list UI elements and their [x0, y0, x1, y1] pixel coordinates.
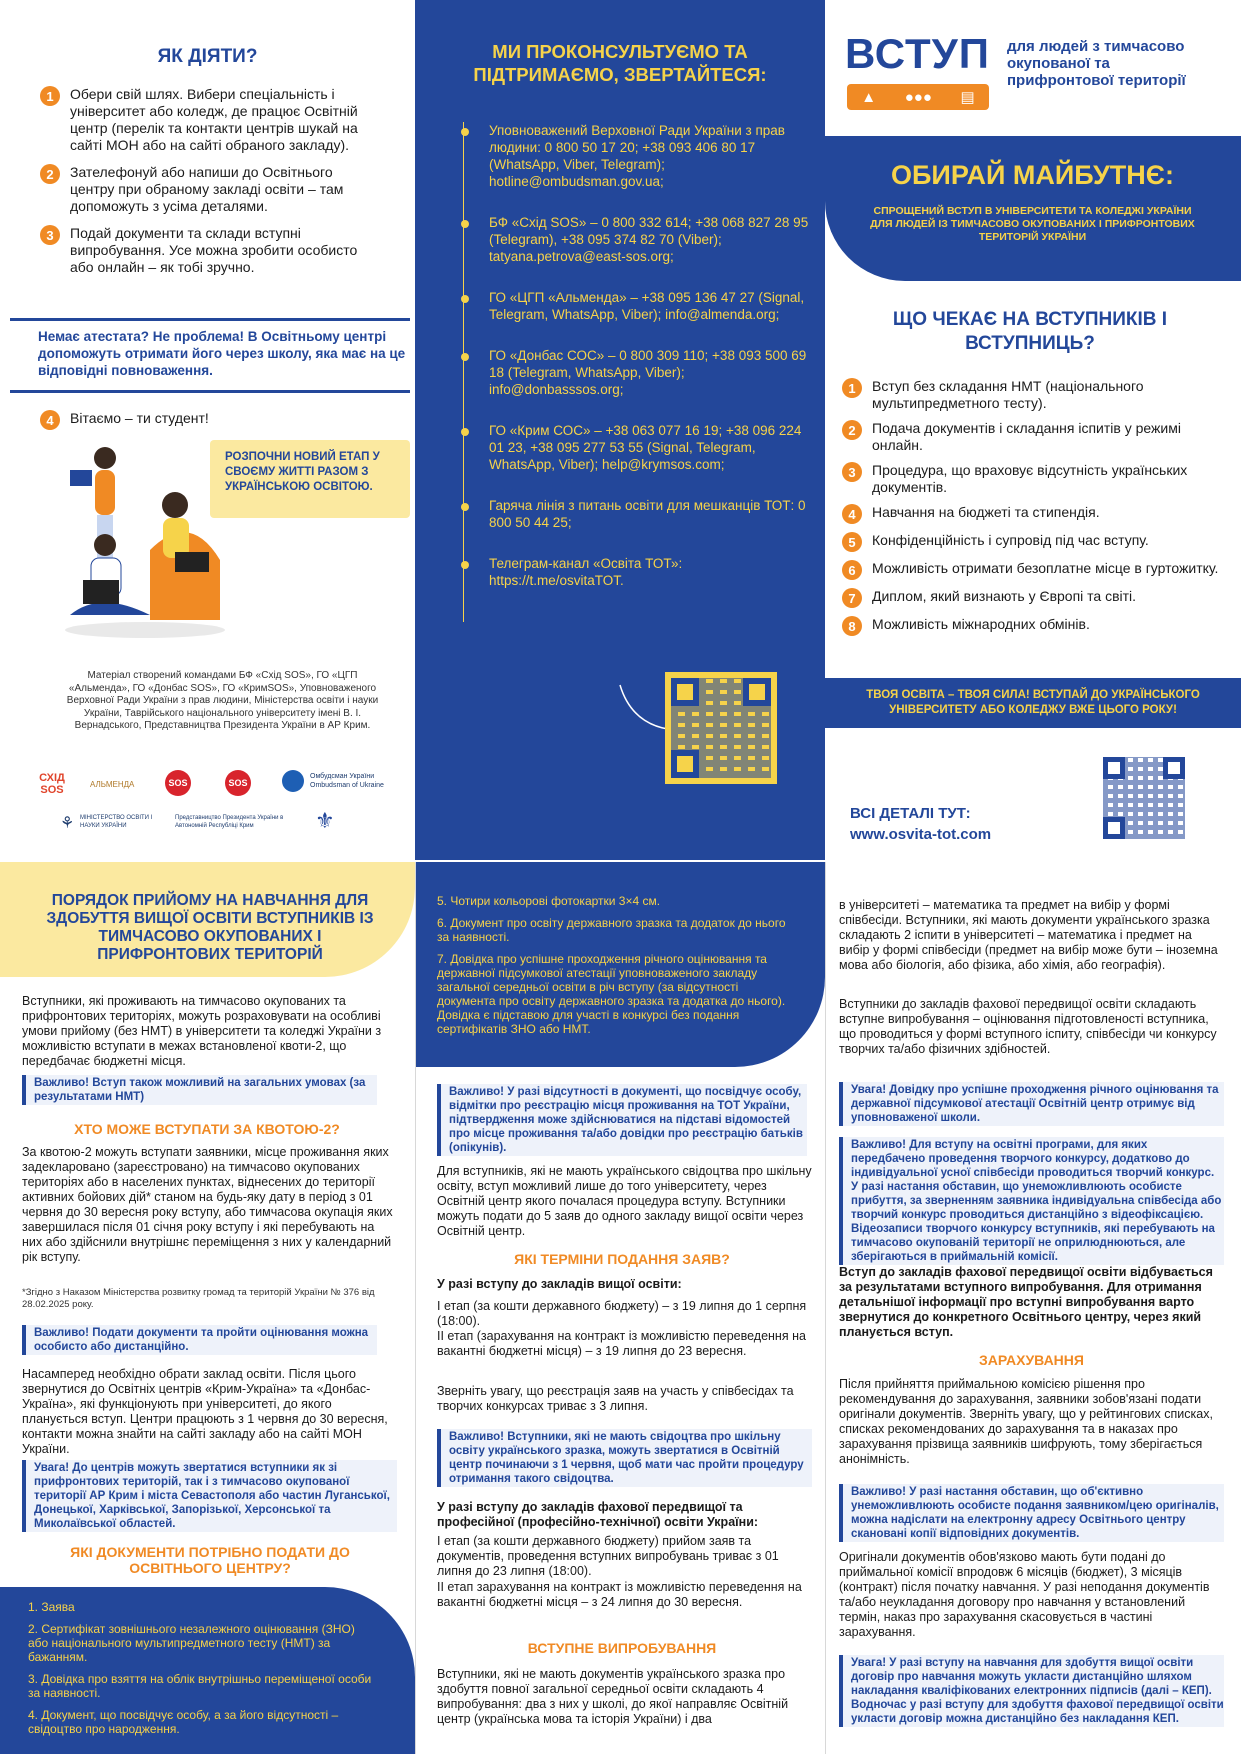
no-certificate-note: Немає атестата? Не проблема! В Освітньому центрі допоможуть отримати його через школу, яка має на це відповідні повноваження.: [38, 329, 406, 378]
higher-ed-stage-1: І етап (за кошти державного бюджету) – з 19 липня до 1 серпня (18:00).: [437, 1299, 807, 1328]
divider: [10, 390, 410, 393]
almenda-logo: АЛЬМЕНДА: [90, 780, 135, 789]
bubble-text: РОЗПОЧНИ НОВИЙ ЕТАП У СВОЄМУ ЖИТТІ РАЗОМ З УКРАЇНСЬКОЮ ОСВІТОЮ.: [225, 451, 380, 493]
step-number: 4: [40, 410, 60, 430]
column-separator: [825, 862, 826, 1754]
note-kep-contract: Увага! У разі вступу на навчання для здобуття вищої освіти договір про навчання можуть укласти дистанційно шляхом накладання кваліфікованих електронних підписів (далі – КЕП). Водночас у разі вступу для здобуття фахової передвищої освіти укласти договір можна дистанційно без накладання КЕП.: [839, 1655, 1224, 1727]
donbas-sos-logo: SOS: [165, 770, 191, 796]
benefit-item: [842, 462, 1222, 496]
note-creative-contest: Важливо! Для вступу на освітні програми, для яких передбачено проведення творчого конкурсу, додатково до індивідуальної усної співбесіди проводиться творчий конкурс. У разі настання обставин, що унеможливлюють особисте прибуття, за зверненням заявника індивідуальна співбесіда або творчий конкурс проводиться дистанційно з відеофіксацією. Відеозаписи творчого конкурсу вступників, які перебувають на тимчасово окупованій території не оприлюднюються, але зберігаються в приймальній комісії.: [839, 1137, 1224, 1265]
no-certificate-text: Для вступників, які не мають українського свідоцтва про шкільну освіту, вступ можливий лише до того університету, через Освітній центр якого почалася процедура вступу. Вступники можуть подати до 5 заяв до одного закладу вищої освіти через Освітній центр.: [437, 1164, 812, 1238]
slogan-text: ТВОЯ ОСВІТА – ТВОЯ СИЛА! ВСТУПАЙ ДО УКРАЇНСЬКОГО УНІВЕРСИТЕТУ АБО КОЛЕДЖУ ВЖЕ ЦЬОГО РОКУ!: [866, 689, 1200, 716]
footnote: *Згідно з Наказом Міністерства розвитку громад та територій України № 376 від 28.02.2025 року.: [22, 1287, 375, 1310]
note-school-certificate: Важливо! Вступники, які не мають свідоцтва про шкільну освіту українського зразка, можуть звертатися в Освітній центр починаючи з 1 червня, щоб мати час пройти процедуру отримання такого свідоцтва.: [437, 1429, 812, 1487]
step-4: [40, 410, 370, 430]
benefit-number: 7: [842, 588, 862, 608]
enrollment-text: Після прийняття приймальною комісією рішення про рекомендування до зарахування, заявники зобов'язані подати оригінали документів. Зверніть увагу, що у рейтингових списках, списках рекомендованих до зарахування та в наказах про зарахування прізвища заявників шифрують, тому зберігається анонімність.: [839, 1377, 1213, 1466]
ombudsman-icon: [282, 770, 304, 792]
note-centers: Увага! До центрів можуть звертатися вступники як зі прифронтових територій, так і з тимчасово окупованої території АР Крим і міста Севастополя або частин Луганської, Донецької, Харківської, Запорізької, Херсонської та Миколаївської областей.: [22, 1460, 397, 1532]
details-label: ВСІ ДЕТАЛІ ТУТ:: [850, 805, 971, 822]
benefit-text: Подача документів і складання іспитів у режимі онлайн.: [872, 420, 1181, 453]
details-url[interactable]: www.osvita-tot.com: [850, 826, 992, 843]
contact-donbas-sos: ГО «Донбас СОС» – 0 800 309 110; +38 093 500 69 18 (Telegram, WhatsApp, Viber); info@donbasssos.org;: [459, 347, 809, 398]
benefit-item: [842, 420, 1222, 454]
left-panel: [0, 0, 415, 860]
doc-item: 1. Заява: [28, 1600, 75, 1614]
site-qr-code[interactable]: [1103, 757, 1185, 839]
logo-icons-bar: [847, 84, 989, 110]
vocational-title: У разі вступу до закладів фахової передвищої та професійної (професійно-технічної) освіти України:: [437, 1500, 759, 1529]
note-general-conditions: Важливо! Вступ також можливий на загальних умовах (за результатами НМТ): [22, 1075, 377, 1105]
benefit-text: Диплом, який визнають у Європі та світі.: [872, 588, 1137, 604]
doc-item: 2. Сертифікат зовнішнього незалежного оцінювання (ЗНО) або національного мультипредметного тесту (НМТ) за бажанням.: [28, 1622, 355, 1664]
graduation-cap-icon: ▲: [861, 88, 877, 106]
pred-logo: Представництво Президента України в Автономній Республіці Крим: [175, 815, 284, 829]
quota-heading: ХТО МОЖЕ ВСТУПАТИ ЗА КВОТОЮ-2?: [74, 1121, 340, 1137]
step-number: 3: [40, 225, 60, 245]
people-icon: ●●●: [904, 88, 932, 106]
step-text: Обери свій шлях. Вибери спеціальність і університет або коледж, де працює Освітній центр (перелік та контакти центрів шукай на сайті МОН або на сайті обраного закладу).: [70, 86, 358, 153]
step-text: Зателефонуй або напиши до Освітнього центру при обраному закладі освіти – там допоможуть з усіма деталями.: [70, 164, 344, 214]
contacts-qr-code[interactable]: [665, 672, 777, 784]
contact-hotline: Гаряча лінія з питань освіти для мешканців ТОТ: 0 800 50 44 25;: [459, 497, 809, 531]
step-number: 1: [40, 86, 60, 106]
benefit-number: 4: [842, 504, 862, 524]
benefit-text: Процедура, що враховує відсутність українських документів.: [872, 462, 1188, 495]
contact-krym-sos: ГО «Крим СОС» – +38 063 077 16 19; +38 096 224 01 23, +38 095 277 53 55 (Signal, Telegram, WhatsApp, Viber); help@krymsos.com;: [459, 422, 809, 473]
higher-ed-title: У разі вступу до закладів вищої освіти:: [437, 1277, 682, 1291]
benefits-list: [842, 378, 1222, 644]
benefit-item: [842, 588, 1222, 608]
benefit-item: [842, 616, 1222, 636]
right-panel: [825, 0, 1241, 860]
benefit-item: [842, 560, 1222, 580]
benefit-number: 2: [842, 420, 862, 440]
originals-deadline-text: Оригінали документів обов'язково мають бути подані до приймальної комісії впродовж 6 місяців (бюджет), 3 місяців (контракт) після початку навчання. У разі неподання документів та/або неукладання договору про навчання у встановлений термін, наказ про зарахування скасовується в частині зарахування.: [839, 1550, 1210, 1639]
exam-continued: в університеті – математика та предмет на вибір у формі співбесіди. Вступники, які мають документи українського зразка складають 2 іспити в університеті – математика і предмет на вибір у формі співбесіди (предмет на вибір може бути – іноземна мова або біологія, або фізика, або хімія, або географія).: [839, 898, 1218, 972]
credits: Матеріал створений командами БФ «Схід SOS», ГО «ЦГП «Альменда», ГО «Донбас SOS», ГО «КримSOS», Уповноваженого Верховної Ради України з прав людини, Міністерства освіти і науки України, Таврійського національного університету імені В. І. Вернадського, Представництва Президента України в АР Крим.: [66, 670, 379, 731]
step-text: Вітаємо – ти студент!: [70, 410, 209, 426]
vocational-stage-2: ІІ етап зарахування на контракт із можливістю переведення на вакантні бюджетні місця – з 24 липня до 30 вересня.: [437, 1580, 802, 1609]
bottom-middle-column: [415, 862, 825, 1754]
step-item: [40, 164, 380, 215]
vocational-admission-text: Вступ до закладів фахової передвищої освіти відбувається за результатами вступного випробування. Для отримання детальнішої інформації про вступні випробування варто звернутися до конкретного Освітнього центру, через який планується вступ.: [839, 1265, 1213, 1339]
procedure-title: ПОРЯДОК ПРИЙОМУ НА НАВЧАННЯ ДЛЯ ЗДОБУТТЯ ВИЩОЇ ОСВІТИ ВСТУПНИКІВ ІЗ ТИМЧАСОВО ОКУПОВАНИХ І ПРИФРОНТОВИХ ТЕРИТОРІЙ: [46, 892, 374, 963]
interviews-text: Зверніть увагу, що реєстрація заяв на участь у співбесідах та творчих конкурсах триває з 3 липня.: [437, 1384, 794, 1413]
contact-ombudsman: Уповноважений Верховної Ради України з прав людини: 0 800 50 17 20; +38 093 406 80 17 (WhatsApp, Viber, Telegram); hotline@ombudsman.gov.ua;: [459, 122, 809, 190]
benefit-text: Навчання на бюджеті та стипендія.: [872, 504, 1100, 520]
benefits-title: ЩО ЧЕКАЄ НА ВСТУПНИКІВ І ВСТУПНИЦЬ?: [892, 309, 1168, 354]
step-text: Подай документи та склади вступні випробування. Усе можна зробити особисто або онлайн – як тобі зручно.: [70, 225, 358, 275]
benefit-item: [842, 532, 1222, 552]
benefit-number: 8: [842, 616, 862, 636]
contacts-panel: [415, 0, 825, 860]
benefit-text: Конфіденційність і супровід під час вступу.: [872, 532, 1149, 548]
bottom-left-column: [0, 862, 415, 1754]
contacts-list: [459, 122, 809, 589]
contact-almenda: ГО «ЦГП «Альменда» – +38 095 136 47 27 (Signal, Telegram, WhatsApp, Viber); info@almenda.org;: [459, 289, 809, 323]
doc-item: 4. Документ, що посвідчує особу, а за його відсутності – свідоцтво про народження.: [28, 1708, 339, 1736]
docs-heading: ЯКІ ДОКУМЕНТИ ПОТРІБНО ПОДАТИ ДО ОСВІТНЬОГО ЦЕНТРУ?: [70, 1544, 350, 1576]
krym-sos-logo: SOS: [225, 770, 251, 796]
terms-heading: ЯКІ ТЕРМІНИ ПОДАННЯ ЗАЯВ?: [514, 1251, 730, 1267]
benefit-text: Можливість міжнародних обмінів.: [872, 616, 1090, 632]
vstup-logo-subtitle: для людей з тимчасово окупованої та прифронтової території: [1007, 38, 1186, 89]
step-item: [40, 86, 380, 154]
ombudsman-logo: Омбудсман України Ombudsman of Ukraine: [310, 773, 384, 789]
benefit-number: 6: [842, 560, 862, 580]
benefit-text: Можливість отримати безоплатне місце в гуртожитку.: [872, 560, 1219, 576]
step-number: 2: [40, 164, 60, 184]
mon-logo: МІНІСТЕРСТВО ОСВІТИ І НАУКИ УКРАЇНИ: [80, 815, 153, 829]
vocational-exam-text: Вступники до закладів фахової передвищої освіти складають вступне випробування – оцінювання підготовленості вступника, що проводиться у формі вступного іспиту, співбесіди чи конкурсу творчих та/або фізичних здібностей.: [839, 997, 1217, 1056]
step-item: [40, 225, 380, 276]
contacts-title: МИ ПРОКОНСУЛЬТУЄМО ТА ПІДТРИМАЄМО, ЗВЕРТАЙТЕСЯ:: [473, 41, 767, 85]
exam-heading: ВСТУПНЕ ВИПРОБУВАННЯ: [527, 1640, 717, 1656]
intro-text: Вступники, які проживають на тимчасово окупованих та прифронтових територіях, можуть розраховувати на особливі умови прийому (без НМТ) в університети та коледжі України з можливістю вступати в межах встановленої квоти-2, що передбачає бюджетні місця.: [22, 994, 382, 1068]
benefit-text: Вступ без складання НМТ (національного мультипредметного тесту).: [872, 378, 1144, 411]
contact-telegram[interactable]: Телеграм-канал «Освіта ТОТ»: https://t.me/osvitaTOT.: [459, 555, 809, 589]
note-remote: Важливо! Подати документи та пройти оцінювання можна особисто або дистанційно.: [22, 1325, 377, 1355]
enrollment-heading: ЗАРАХУВАННЯ: [979, 1352, 1084, 1368]
docs-list: [28, 1600, 378, 1736]
higher-ed-stage-2: ІІ етап (зарахування на контракт із можливістю переведення на вакантні бюджетні місця) – з 19 липня до 23 вересня.: [437, 1329, 806, 1358]
how-to-title: ЯК ДІЯТИ?: [157, 46, 258, 67]
doc-item: 7. Довідка про успішне проходження річного оцінювання та державної підсумкової атестації уповноваженого закладу загальної середньої освіти в річ вступу (за відсутності документа про освіту державного зразка та додатка до нього). Довідка є підставою для участі в конкурсі без подання сертифікатів ЗНО або НМТ.: [437, 952, 786, 1036]
trident-icon: ⚘: [60, 815, 75, 832]
book-icon: ▤: [960, 89, 975, 106]
column-separator: [415, 862, 416, 1754]
bottom-right-column: [825, 862, 1241, 1754]
hero-subtitle: СПРОЩЕНИЙ ВСТУП В УНІВЕРСИТЕТИ ТА КОЛЕДЖІ УКРАЇНИ ДЛЯ ЛЮДЕЙ ІЗ ТИМЧАСОВО ОКУПОВАНИХ І ПРИФРОНТОВИХ ТЕРИТОРІЙ УКРАЇНИ: [870, 205, 1195, 243]
tnu-logo-icon: ⚜: [315, 808, 335, 833]
benefit-item: [842, 504, 1222, 524]
partner-logos: [30, 770, 415, 850]
doc-item: 3. Довідка про взяття на облік внутрішньо переміщеної особи за наявності.: [28, 1672, 372, 1700]
doc-item: 6. Документ про освіту державного зразка та додаток до нього за наявності.: [437, 916, 786, 944]
exam-text: Вступники, які не мають документів українського зразка про здобуття повної загальної середньої освіти складають 4 випробування: два з них у школі, до якої направляє Освітній центр (українська мова та історія України) і два: [437, 1667, 789, 1726]
centers-text: Насамперед необхідно обрати заклад освіти. Після цього звернутися до Освітніх центрів «Крим-Україна» та «Донбас-Україна», які функціонують при університеті, до якого планується вступ. Центри працюють з 1 червня до 30 вересня, контакти можна знайти на сайті закладу або на сайті МОН України.: [22, 1367, 388, 1456]
hero-title: ОБИРАЙ МАЙБУТНЄ:: [891, 160, 1174, 190]
benefit-number: 3: [842, 462, 862, 482]
contact-skhid-sos: БФ «Схід SOS» – 0 800 332 614; +38 068 827 28 95 (Telegram), +38 095 374 82 70 (Viber); tatyana.petrova@east-sos.org;: [459, 214, 809, 265]
quota-text: За квотою-2 можуть вступати заявники, місце проживання яких задекларовано (зареєстровано) на тимчасово окупованих територіях або в населених пунктах, віднесених до території активних бойових дій* станом на будь-яку дату в період з 01 червня до 30 вересня року вступу, або тимчасова окупація яких завершилася після 01 січня року вступу і які перебувають на них або здійснили внутрішнє переміщення з них у календарний рік вступу.: [22, 1145, 393, 1264]
note-school-certificate-obtain: Увага! Довідку про успішне проходження річного оцінювання та державної підсумкової атестації Освітній центр отримує від уповноваженої школи.: [839, 1082, 1224, 1126]
students-illustration: [55, 440, 235, 640]
skhid-sos-logo: СХІД SOS: [39, 772, 65, 796]
vocational-stage-1: І етап (за кошти державного бюджету) прийом заяв та документів, проведення вступних випробувань триває з 01 липня до 23 липня (18:00).: [437, 1534, 779, 1578]
benefit-number: 5: [842, 532, 862, 552]
note-registration: Важливо! У разі відсутності в документі, що посвідчує особу, відмітки про реєстрацію місця проживання на ТОТ України, підтвердження може здійснюватися на підставі відомостей про місце проживання та/або довідки про реєстрацію батьків (опікунів).: [437, 1084, 807, 1156]
vstup-logo: ВСТУП: [845, 30, 990, 77]
divider: [10, 318, 410, 321]
benefit-number: 1: [842, 378, 862, 398]
benefit-item: [842, 378, 1222, 412]
note-scanned-copies: Важливо! У разі настання обставин, що об'єктивно унеможливлюють особисте подання заявником/цею оригіналів, можна надіслати на електронну адресу Освітнього центру скановані копії відповідних документів.: [839, 1484, 1224, 1542]
doc-item: 5. Чотири кольорові фотокартки 3×4 см.: [437, 894, 661, 908]
docs-list-continued: [437, 894, 797, 1036]
steps-list: [40, 86, 380, 286]
